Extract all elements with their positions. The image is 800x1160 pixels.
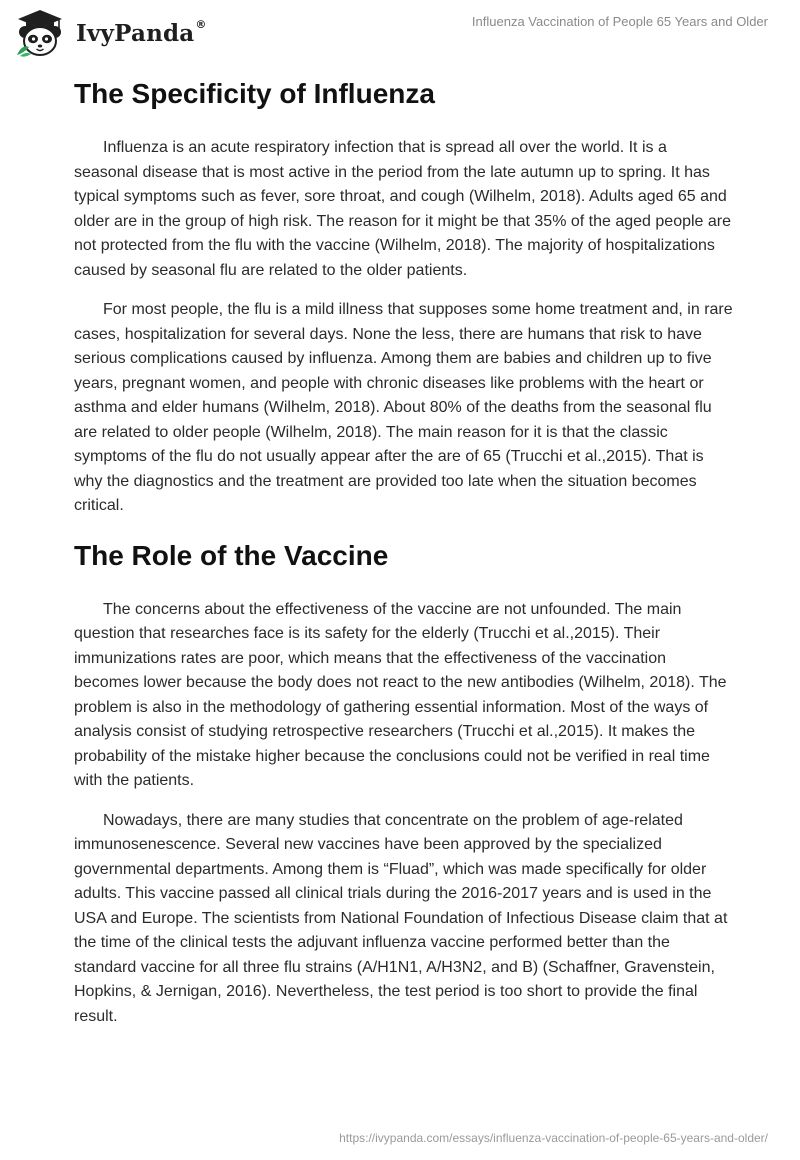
source-url[interactable]: https://ivypanda.com/essays/influenza-vaccination-of-people-65-years-and-older/ xyxy=(339,1131,768,1145)
page-header xyxy=(0,0,800,62)
paragraph: For most people, the flu is a mild illness that supposes some home treatment and, in rare cases, hospitalization for several days. None the less, there are humans that risk to have serious complications caused by influenza. Among them are babies and children up to five years, pregnant women, and people with chronic diseases like problems with the heart or asthma and elder humans (Wilhelm, 2018). About 80% of the deaths from the seasonal flu are related to older people (Wilhelm, 2018). The main reason for it is that the classic symptoms of the flu do not usually appear after the are of 65 (Trucchi et al.,2015). That is why the diagnostics and the treatment are provided too late when the situation becomes critical. xyxy=(74,301,733,514)
section-heading-specificity: The Specificity of Influenza xyxy=(74,78,435,109)
paragraph: Influenza is an acute respiratory infection that is spread all over the world. It is a seasonal disease that is most active in the period from the late autumn up to spring. It has typical symptoms such as fever, sore throat, and cough (Wilhelm, 2018). Adults aged 65 and older are in the group of high risk. The reason for it might be that 35% of the aged people are not protected from the flu with the vaccine (Wilhelm, 2018). The majority of hospitalizations caused by seasonal flu are related to the older patients. xyxy=(74,139,732,279)
logo-wordmark xyxy=(76,17,207,47)
logo-text: IvyPanda xyxy=(76,19,195,47)
essay-content xyxy=(74,70,734,1029)
registered-mark: ® xyxy=(195,17,207,31)
paragraph: Nowadays, there are many studies that concentrate on the problem of age-related immunosenescence. Several new vaccines have been approved by the specialized governmental departments. Among them is “Fluad”, which was made specifically for older adults. This vaccine passed all clinical trials during the 2016-2017 years and is used in the USA and Europe. The scientists from National Foundation of Infectious Disease claim that at the time of the clinical tests the adjuvant influenza vaccine performed better than the standard vaccine for all three flu strains (A/H1N1, A/H3N2, and B) (Schaffner, Gravenstein, Hopkins, & Jernigan, 2016). Nevertheless, the test period is too short to provide the final result. xyxy=(74,811,728,1025)
paragraph: The concerns about the effectiveness of the vaccine are not unfounded. The main question that researches face is its safety for the elderly (Trucchi et al.,2015). Their immunizations rates are poor, which means that the effectiveness of the vaccination becomes lower because the body does not react to the new antibodies (Wilhelm, 2018). The problem is also in the methodology of gathering essential information. Most of the ways of analysis consist of studying retrospective researchers (Trucchi et al.,2015). It makes the probability of the mistake higher because the conclusions could not be verified in real time with the patients. xyxy=(74,600,727,789)
section-heading-vaccine-role: The Role of the Vaccine xyxy=(74,539,389,571)
document-title: Influenza Vaccination of People 65 Years and Older xyxy=(471,14,768,29)
ivypanda-logo[interactable] xyxy=(14,8,207,58)
panda-graduate-icon xyxy=(14,8,66,58)
